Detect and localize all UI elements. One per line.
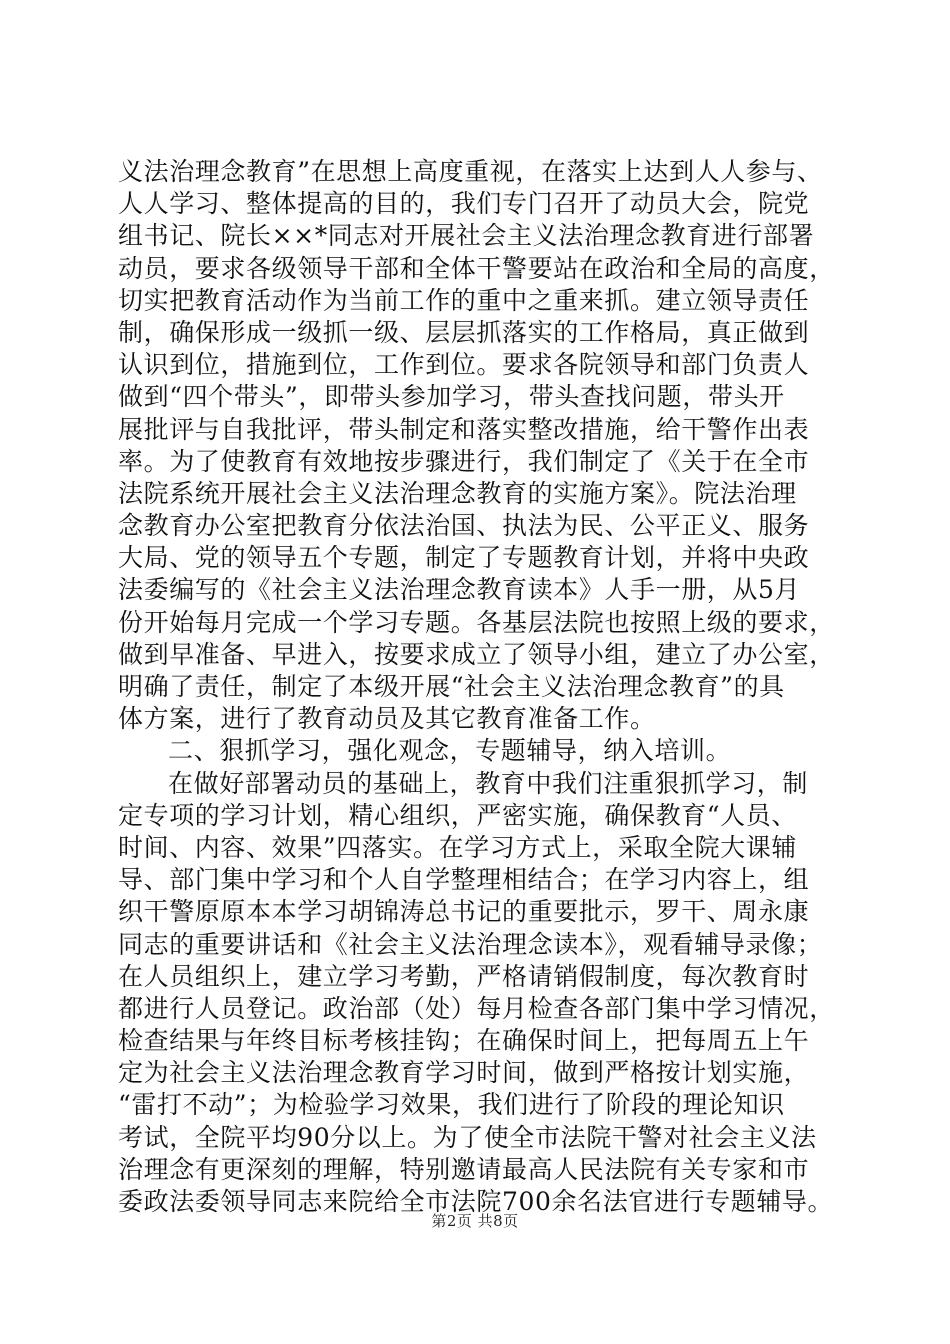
text-line: 时间、内容、效果”四落实。在学习方式上，采取全院大课辅 [118, 832, 797, 862]
text-line: 动员，要求各级领导干部和全体干警要站在政治和全局的高度， [118, 253, 835, 283]
text-line: 委政法委领导同志来院给全市法院700余名法官进行专题辅导。 [118, 1187, 834, 1216]
text-line: 明确了责任，制定了本级开展“社会主义法治理念教育”的具 [118, 672, 785, 701]
text-line: 大局、党的领导五个专题，制定了专题教育计划，并将中央政 [118, 543, 810, 573]
text-line: 组书记、院长××*同志对开展社会主义法治理念教育进行部署 [118, 221, 815, 251]
text-line: 切实把教育活动作为当前工作的重中之重来抓。建立领导责任 [118, 285, 810, 315]
text-line: 定专项的学习计划，精心组织，严密实施，确保教育“人员、 [118, 800, 797, 830]
text-line: 做到“四个带头”，即带头参加学习，带头查找问题，带头开 [118, 382, 785, 412]
text-line: 考试，全院平均90分以上。为了使全市法院干警对社会主义法 [118, 1122, 817, 1152]
text-line: 都进行人员登记。政治部（处）每月检查各部门集中学习情况， [118, 993, 835, 1023]
text-line: 定为社会主义法治理念教育学习时间，做到严格按计划实施， [118, 1058, 810, 1088]
text-line: 体方案，进行了教育动员及其它教育准备工作。 [118, 704, 656, 734]
text-line: 义法治理念教育”在思想上高度重视，在落实上达到人人参与、 [118, 157, 823, 186]
text-line: 认识到位，措施到位，工作到位。要求各院领导和部门负责人 [118, 350, 810, 380]
text-line: 制，确保形成一级抓一级、层层抓落实的工作格局，真正做到 [118, 317, 810, 347]
text-line: 展批评与自我批评，带头制定和落实整改措施，给干警作出表 [118, 414, 810, 444]
text-line: “雷打不动”；为检验学习效果，我们进行了阶段的理论知识 [118, 1090, 785, 1120]
text-line: 治理念有更深刻的理解，特别邀请最高人民法院有关专家和市 [118, 1154, 810, 1184]
page-number-footer: 第2页 共8页 [431, 1212, 519, 1230]
text-line: 在人员组织上，建立学习考勤，严格请销假制度，每次教育时 [118, 961, 810, 991]
text-line: 做到早准备、早进入，按要求成立了领导小组，建立了办公室， [118, 639, 835, 669]
text-line: 检查结果与年终目标考核挂钩；在确保时间上，把每周五上午 [118, 1026, 810, 1056]
text-line: 法院系统开展社会主义法治理念教育的实施方案》。院法治理 [118, 478, 797, 508]
paragraph-first-line: 二、狠抓学习，强化观念，专题辅导，纳入培训。 [168, 736, 732, 766]
text-line: 人人学习、整体提高的目的，我们专门召开了动员大会，院党 [118, 189, 810, 219]
text-line: 念教育办公室把教育分依法治国、执法为民、公平正义、服务 [118, 511, 810, 541]
text-line: 织干警原原本本学习胡锦涛总书记的重要批示，罗干、周永康 [118, 897, 810, 927]
document-body [118, 156, 853, 1218]
text-line: 导、部门集中学习和个人自学整理相结合；在学习内容上，组 [118, 865, 810, 895]
text-line: 同志的重要讲话和《社会主义法治理念读本》，观看辅导录像； [118, 929, 823, 959]
text-line: 法委编写的《社会主义法治理念教育读本》人手一册，从5月 [118, 575, 801, 605]
text-line: 份开始每月完成一个学习专题。各基层法院也按照上级的要求， [118, 607, 835, 637]
paragraph-first-line: 在做好部署动员的基础上，教育中我们注重狠抓学习，制 [168, 768, 809, 798]
text-line: 率。为了使教育有效地按步骤进行，我们制定了《关于在全市 [118, 446, 810, 476]
